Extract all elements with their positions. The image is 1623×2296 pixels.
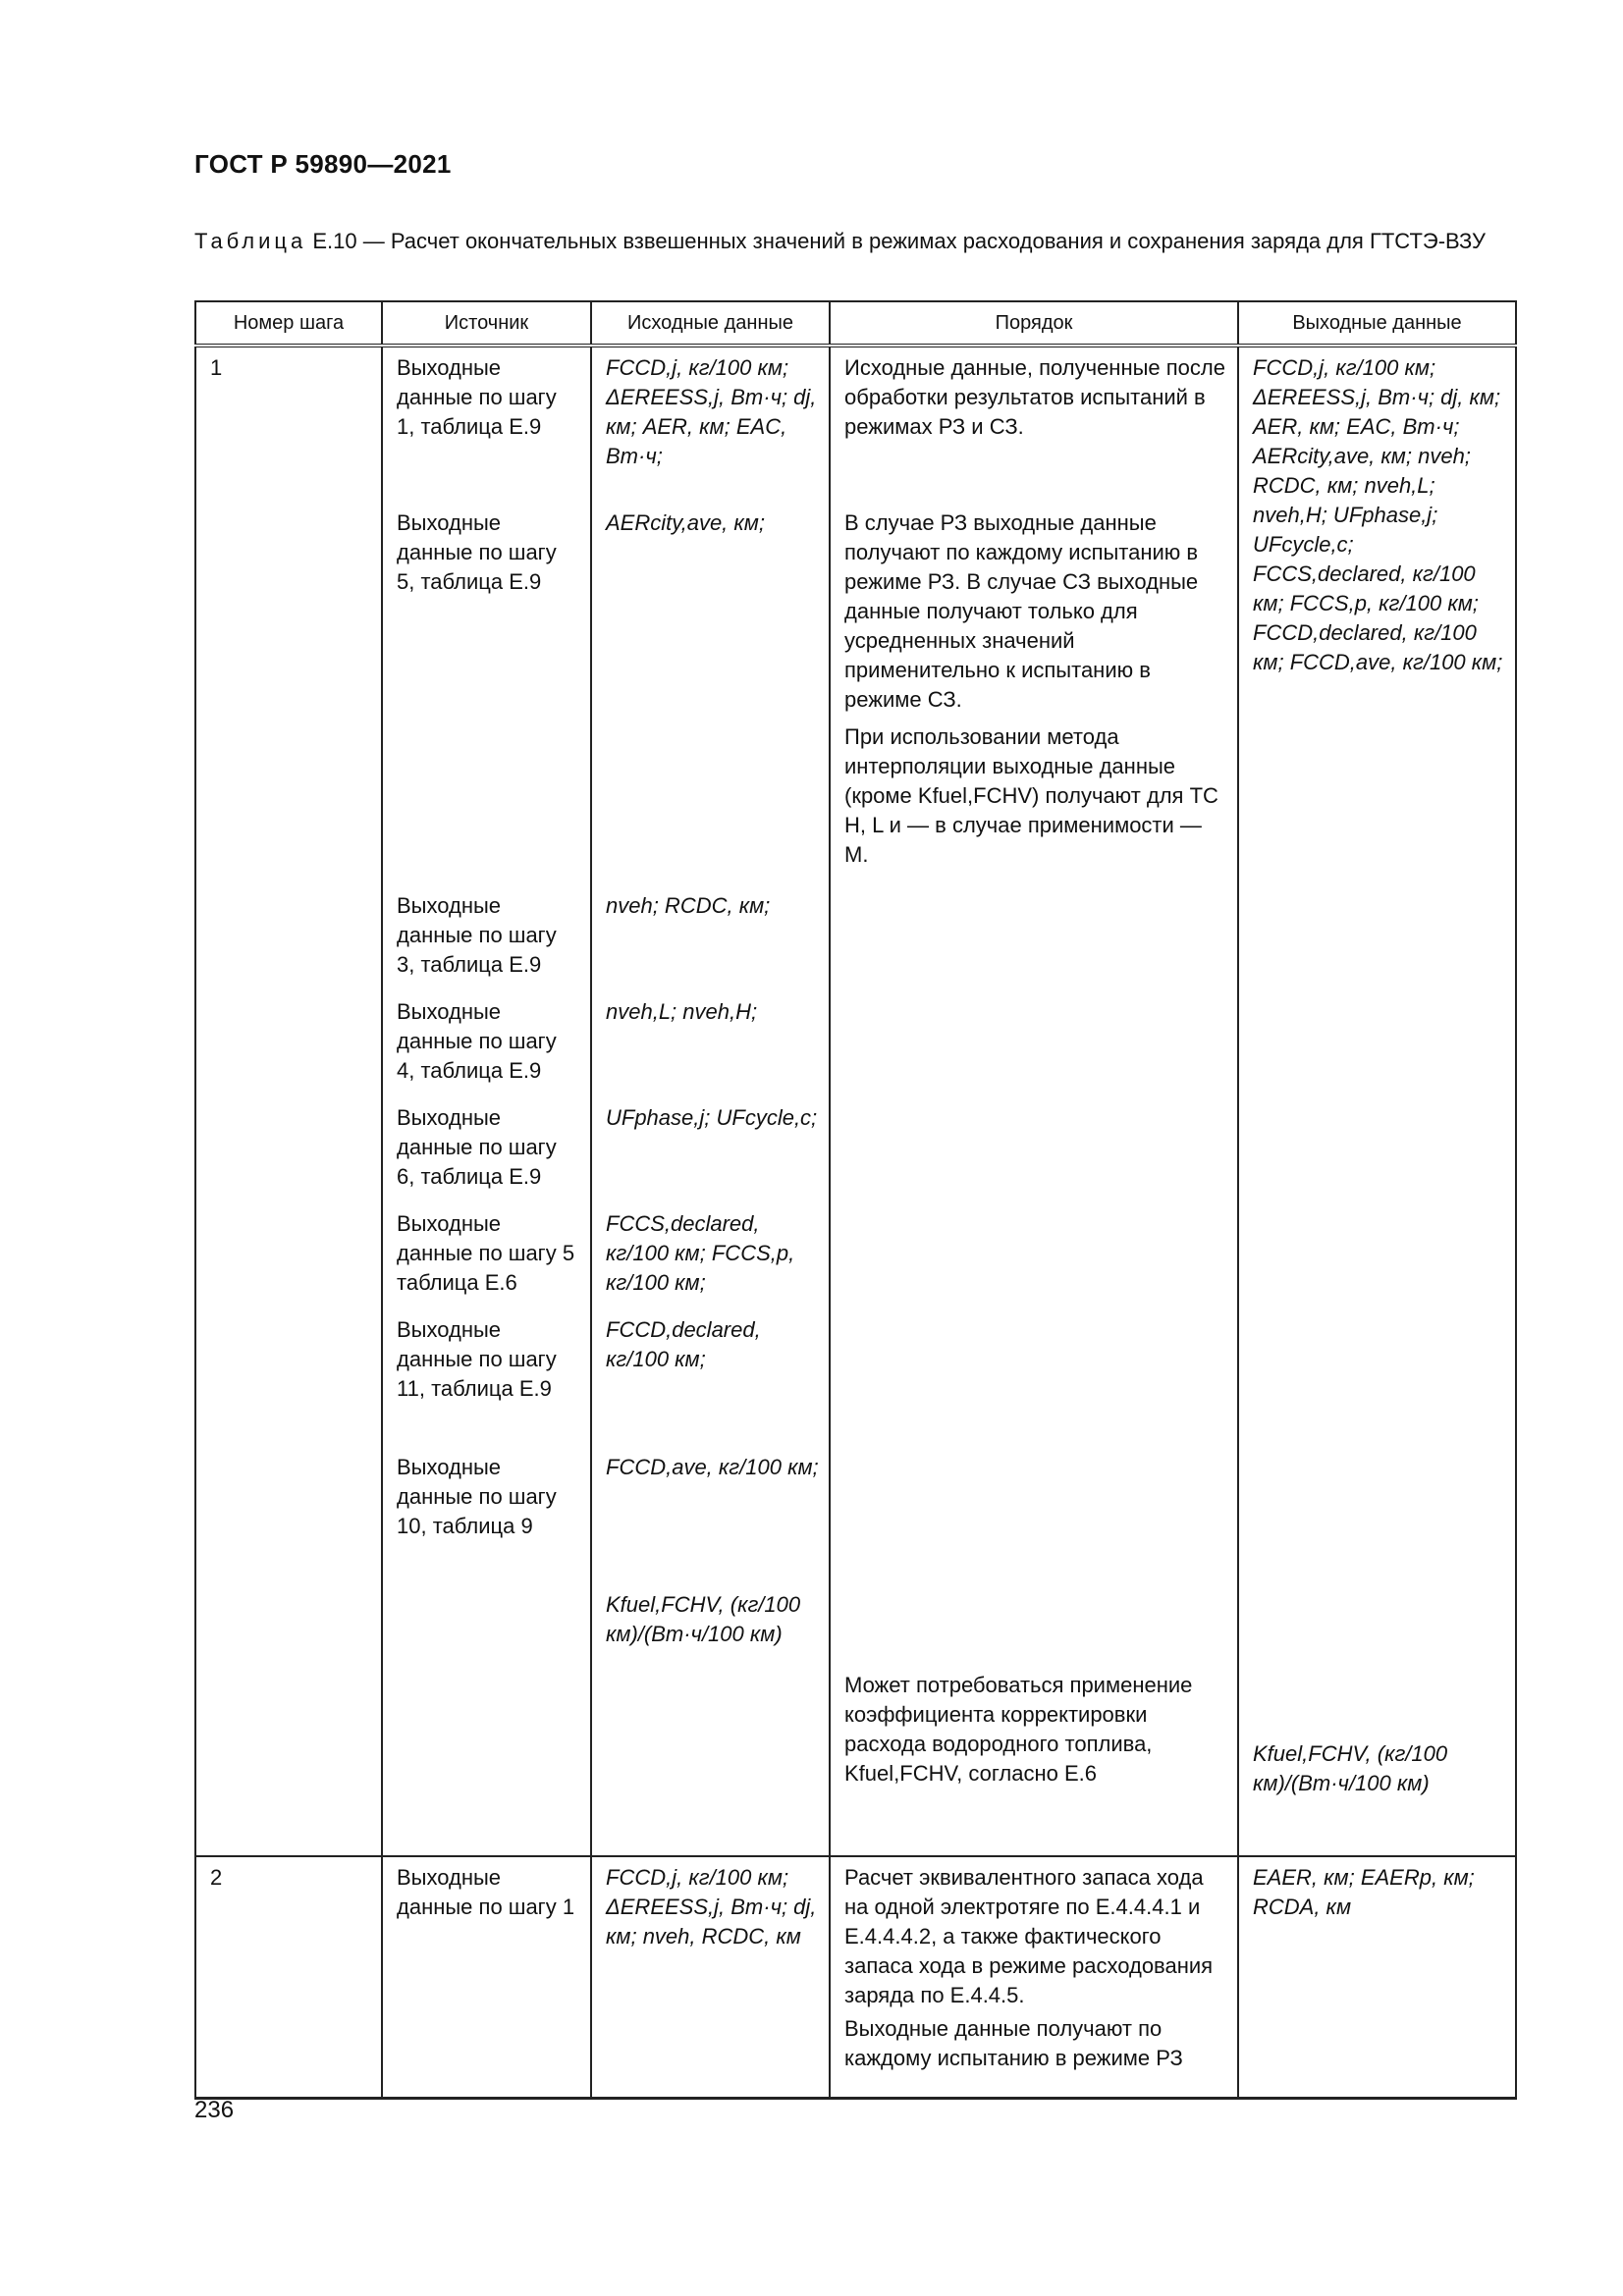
input-item: nveh,L; nveh,H; — [606, 999, 758, 1024]
procedure-paragraph: В случае РЗ выходные данные получают по каждому испытанию в режиме РЗ. В случае СЗ выходные данные получают только для усредненных значений применительно к испытанию в режиме СЗ. — [844, 510, 1199, 712]
procedure-paragraph: Исходные данные, полученные после обработки результатов испытаний в режимах РЗ и СЗ. — [844, 355, 1225, 439]
output-list: EAER, км; EAERp, км; RCDA, км — [1253, 1865, 1475, 1919]
step-number: 2 — [210, 1865, 223, 1890]
header-procedure: Порядок — [830, 301, 1238, 346]
source-item: Выходные данные по шагу 5 таблица Е.6 — [397, 1211, 575, 1295]
source-item: Выходные данные по шагу 10, таблица 9 — [397, 1455, 557, 1538]
page-number: 236 — [194, 2097, 235, 2123]
source-cell — [382, 346, 591, 1856]
header-input-data: Исходные данные — [591, 301, 830, 346]
calculation-table — [194, 300, 1517, 2100]
source-item: Выходные данные по шагу 11, таблица Е.9 — [397, 1317, 557, 1401]
source-item: Выходные данные по шагу 5, таблица Е.9 — [397, 510, 557, 594]
output-list: FCCD,j, кг/100 км; ΔEREESS,j, Вт·ч; dj, км; AER, км; EAC, Вт·ч; AERcity,ave, км; nveh; RCDC, км; nveh,L; nveh,H; UFphase,j; UFcycle,c; FCCS,declared, кг/100 км; FCCS,p, кг/100 км; FCCD,declared, кг/100 км; FCCD,ave, кг/100 км; — [1253, 355, 1503, 674]
table-row — [195, 1856, 1516, 2099]
header-source: Источник — [382, 301, 591, 346]
document-standard-header: ГОСТ Р 59890—2021 — [194, 149, 452, 179]
table-row — [195, 346, 1516, 1856]
source-item: Выходные данные по шагу 6, таблица Е.9 — [397, 1105, 557, 1189]
step-number-cell — [195, 346, 382, 1856]
step-number: 1 — [210, 355, 223, 380]
header-output-data: Выходные данные — [1238, 301, 1516, 346]
kfuel-output: Kfuel,FCHV, (кг/100 км)/(Вт·ч/100 км) — [1253, 1741, 1448, 1795]
source-item: Выходные данные по шагу 4, таблица Е.9 — [397, 999, 557, 1083]
source-item: Выходные данные по шагу 1, таблица Е.9 — [397, 355, 557, 439]
source-item: Выходные данные по шагу 3, таблица Е.9 — [397, 893, 557, 977]
input-data-cell — [591, 1856, 830, 2099]
input-data-cell — [591, 346, 830, 1856]
table-caption-text: Е.10 — Расчет окончательных взвешенных значений в режимах расходования и сохранения заряда для ГТСТЭ-ВЗУ — [306, 229, 1486, 253]
output-data-cell — [1238, 1856, 1516, 2099]
input-item: FCCD,j, кг/100 км; ΔEREESS,j, Вт·ч; dj, км; nveh, RCDC, км — [606, 1865, 817, 1949]
input-item: FCCD,ave, кг/100 км; — [606, 1455, 819, 1479]
step-number-cell — [195, 1856, 382, 2099]
procedure-cell — [830, 346, 1238, 1856]
input-item: FCCD,j, кг/100 км; ΔEREESS,j, Вт·ч; dj, км; AER, км; EAC, Вт·ч; — [606, 355, 817, 468]
input-item: UFphase,j; UFcycle,c; — [606, 1105, 818, 1130]
header-step-number: Номер шага — [195, 301, 382, 346]
input-item: nveh; RCDC, км; — [606, 893, 771, 918]
source-item: Выходные данные по шагу 1 — [397, 1865, 575, 1919]
input-item: FCCS,declared, кг/100 км; FCCS,p, кг/100 км; — [606, 1211, 795, 1295]
procedure-cell — [830, 1856, 1238, 2099]
kfuel-input: Kfuel,FCHV, (кг/100 км)/(Вт·ч/100 км) — [606, 1592, 801, 1646]
input-item: FCCD,declared, кг/100 км; — [606, 1317, 761, 1371]
table-caption-label: Таблица — [194, 229, 307, 253]
kfuel-procedure: Может потребоваться применение коэффициента корректировки расхода водородного топлива, Kfuel,FCHV, согласно Е.6 — [844, 1673, 1193, 1786]
source-cell — [382, 1856, 591, 2099]
input-item: AERcity,ave, км; — [606, 510, 765, 535]
procedure-paragraph: При использовании метода интерполяции выходные данные (кроме Kfuel,FCHV) получают для ТС Н, L и — в случае применимости — М. — [844, 724, 1218, 867]
procedure-paragraph: Выходные данные получают по каждому испытанию в режиме РЗ — [844, 2016, 1183, 2070]
procedure-paragraph: Расчет эквивалентного запаса хода на одной электротяге по Е.4.4.4.1 и Е.4.4.4.2, а также фактического запаса хода в режиме расходования заряда по Е.4.4.5. — [844, 1865, 1214, 2007]
table-caption — [194, 228, 1515, 255]
output-data-cell — [1238, 346, 1516, 1856]
table-header-row — [195, 301, 1516, 346]
